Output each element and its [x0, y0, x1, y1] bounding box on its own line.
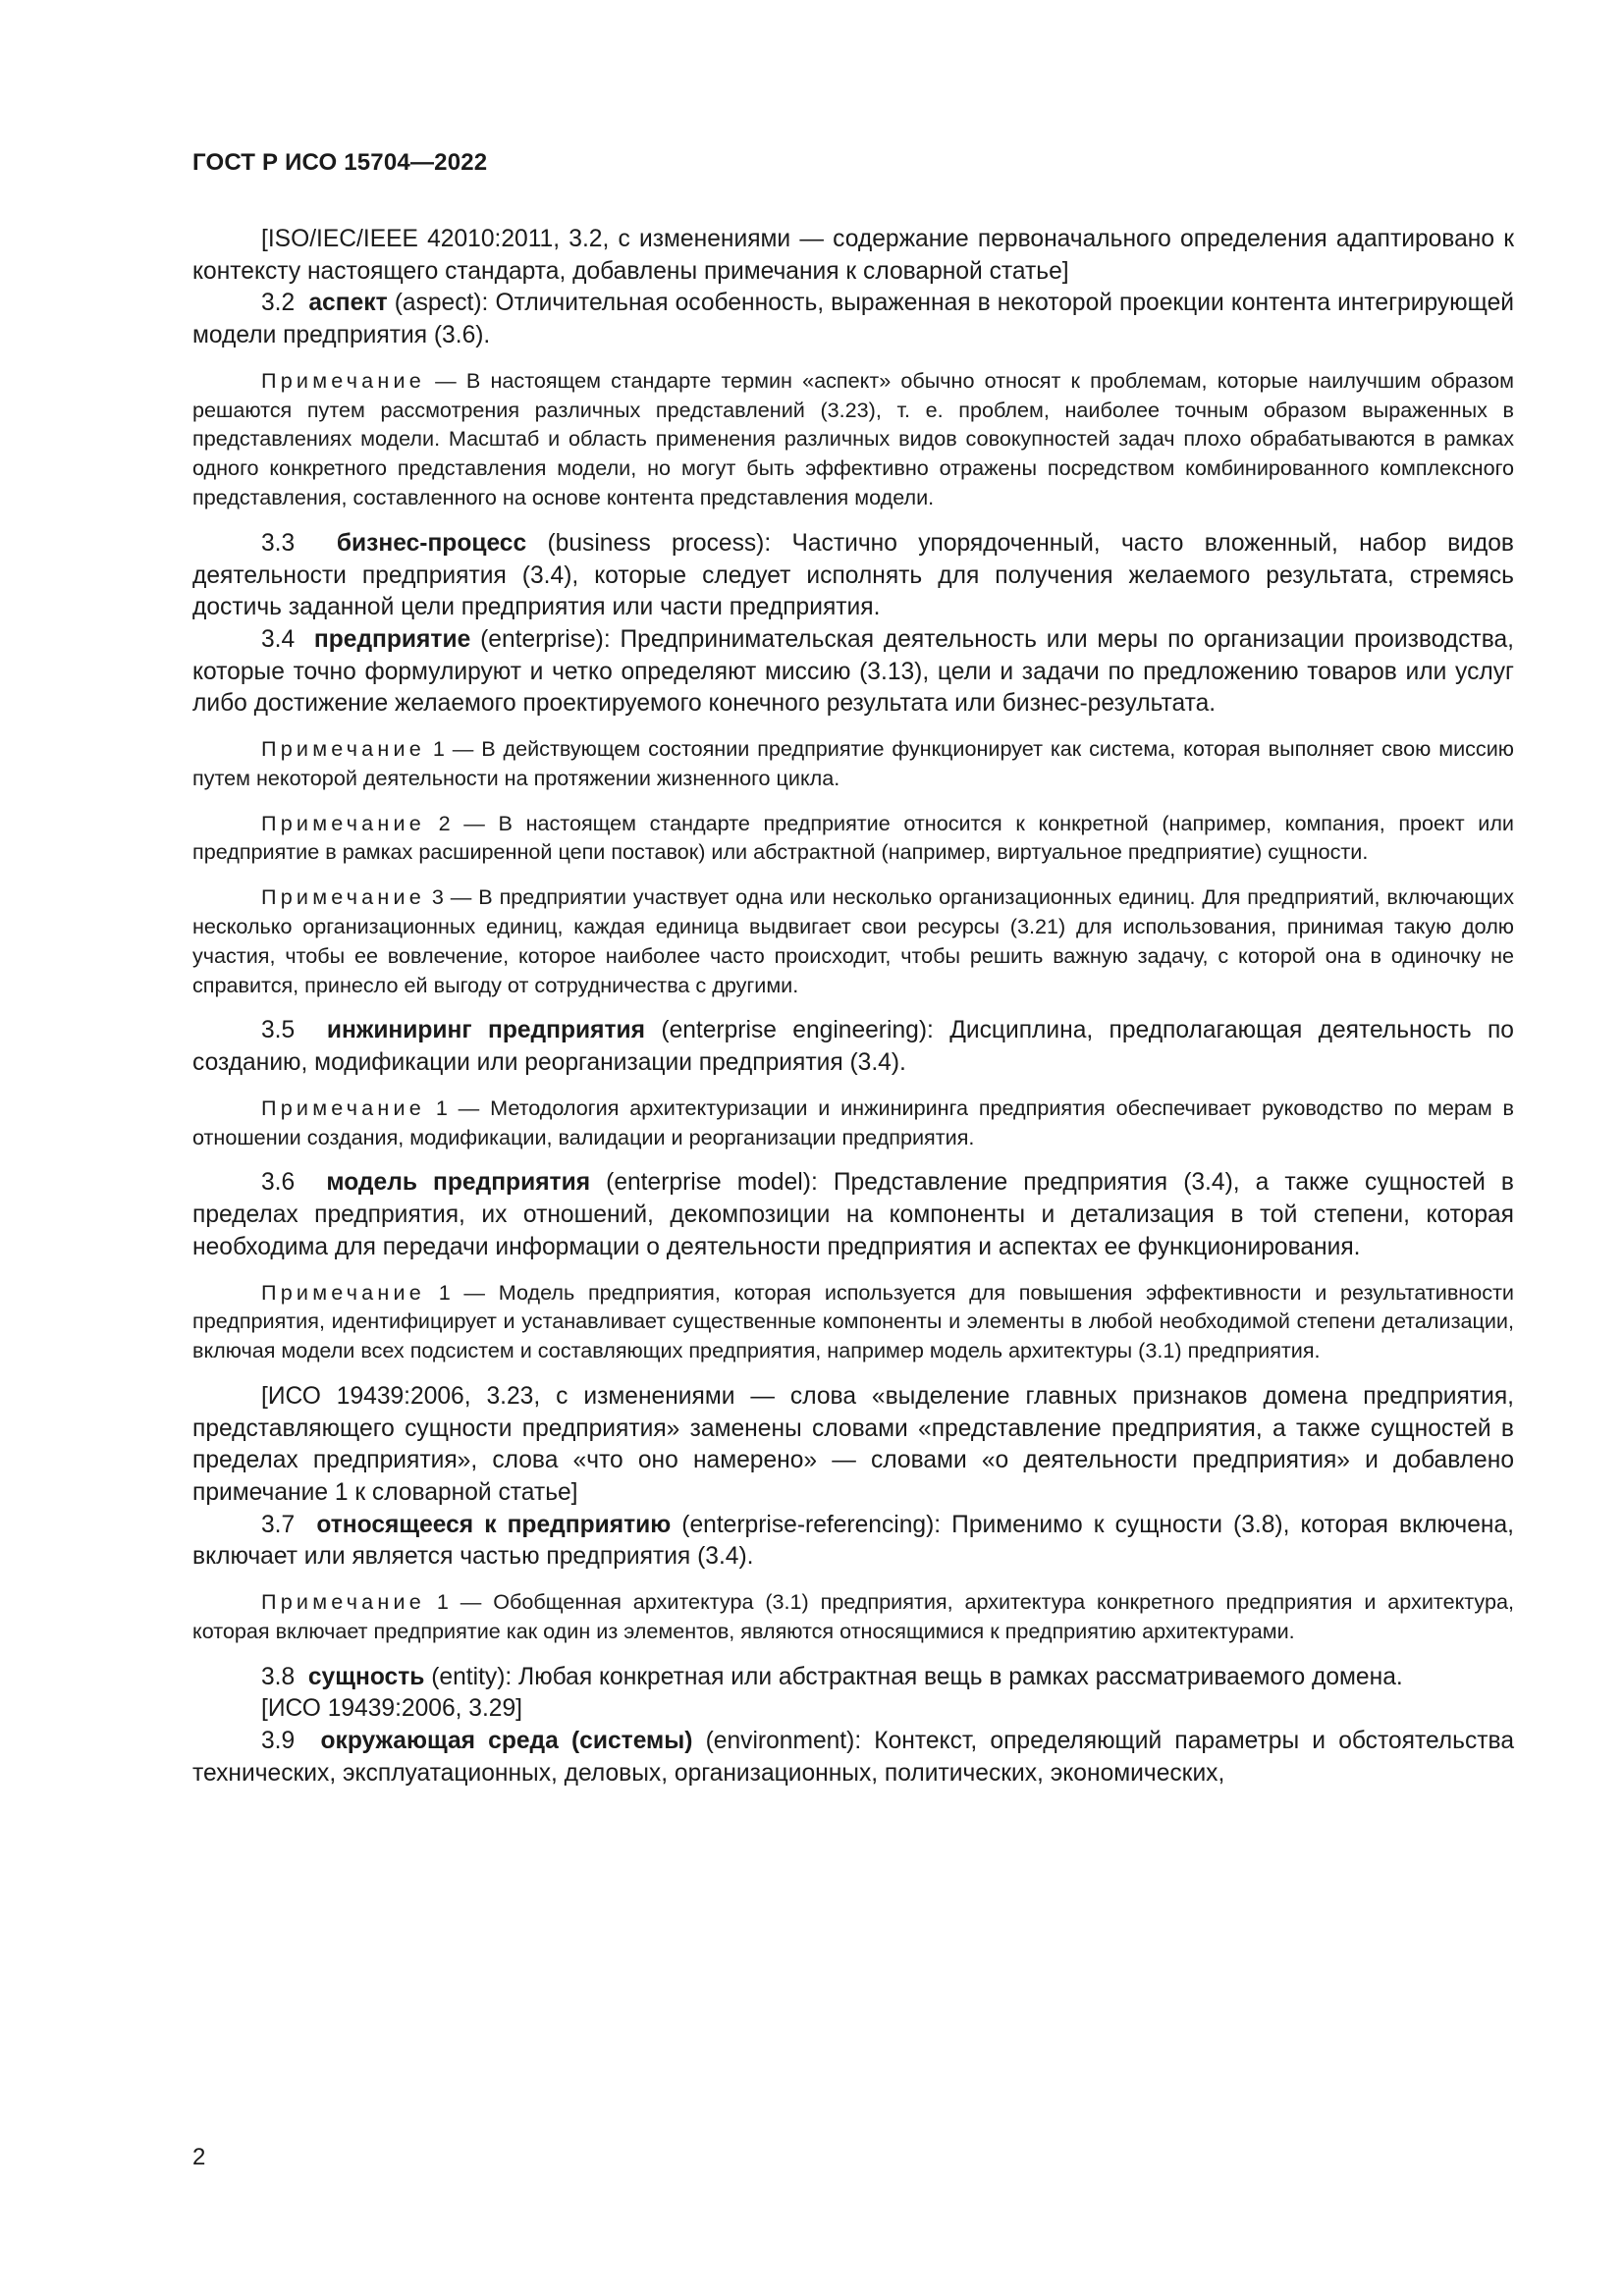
- note-3-5-1: Примечание 1 — Методология архитектуризации и инжиниринга предприятия обеспечивает руководство по мерам в отношении создания, модификации, валидации и реорганизации предприятия.: [192, 1095, 1514, 1149]
- note-3-4-3: Примечание 3 — В предприятии участвует одна или несколько организационных единиц. Для предприятий, включающих несколько организационных единиц, каждая единица выдвигает свои ресурсы (3.21) для использования, принимая такую долю участия, чтобы ее вовлечение, которое наиболее часто происходит, чтобы решить важную задачу, с которой она в одиночку не справится, принесло ей выгоду от сотрудничества с другими.: [192, 884, 1514, 997]
- note-label: Примечание: [261, 810, 425, 835]
- note-3-2: Примечание — В настоящем стандарте термин «аспект» обычно относят к проблемам, которые наилучшим образом решаются путем рассмотрения различных представлений (3.23), т. е. проблем, наиболее точным образом выраженных в представлениях модели. Масштаб и область применения различных видов совокупностей задач плохо обрабатываются в рамках одного конкретного представления модели, но могут быть эффективно отражены посредством комбинированного комплексного представления, составленного на основе контента представления модели.: [192, 367, 1514, 509]
- term-3-2: 3.2 аспект (aspect): Отличительная особенность, выраженная в некоторой проекции контента интегрирующей модели предприятия (3.6).: [192, 290, 1514, 349]
- note-label: Примечание: [261, 736, 425, 762]
- term-name: инжиниринг предприятия: [326, 1017, 646, 1044]
- term-name: относящееся к предприятию: [316, 1511, 672, 1538]
- note-label: Примечание: [261, 367, 425, 393]
- term-name: модель предприятия: [326, 1169, 591, 1197]
- term-name: аспект: [308, 290, 388, 317]
- note-label: Примечание: [261, 884, 425, 910]
- term-3-8: 3.8 сущность (entity): Любая конкретная или абстрактная вещь в рамках рассматриваемого домена.: [261, 1663, 1403, 1690]
- note-3-4-2: Примечание 2 — В настоящем стандарте предприятие относится к конкретной (например, компания, проект или предприятие в рамках расширенной цепи поставок) или абстрактной (например, виртуальное предприятие) сущности.: [192, 810, 1514, 865]
- term-3-7: 3.7 относящееся к предприятию (enterprise-referencing): Применимо к сущности (3.8), которая включена, включает или является частью предприятия (3.4).: [192, 1511, 1514, 1571]
- term-3-6: 3.6 модель предприятия (enterprise model): Представление предприятия (3.4), а также сущностей в пределах предприятия, их отношений, декомпозиции на компоненты и детализация в той степени, которая необходима для передачи информации о деятельности предприятия и аспектах ее функционирования.: [192, 1169, 1514, 1260]
- note-3-7-1: Примечание 1 — Обобщенная архитектура (3.1) предприятия, архитектура конкретного предприятия и архитектура, которая включает предприятие как один из элементов, являются относящимися к предприятию архитектурами.: [192, 1589, 1514, 1643]
- term-3-5: 3.5 инжиниринг предприятия (enterprise engineering): Дисциплина, предполагающая деятельность по созданию, модификации или реорганизации предприятия (3.4).: [192, 1017, 1514, 1077]
- note-label: Примечание: [261, 1279, 425, 1305]
- page-header: ГОСТ Р ИСО 15704—2022: [192, 149, 488, 176]
- page-number: 2: [192, 2144, 206, 2170]
- reference-19439-3-29: [ИСО 19439:2006, 3.29]: [261, 1695, 522, 1723]
- reference-19439-3-23: [ИСО 19439:2006, 3.23, с изменениями — слова «выделение главных признаков домена предприятия, представляющего сущности предприятия» заменены словами «представление предприятия, а также сущностей в пределах предприятия», слова «что оно намерено» — словами «о деятельности предприятия» и добавлено примечание 1 к словарной статье]: [192, 1382, 1514, 1506]
- term-name: окружающая среда (системы): [320, 1728, 693, 1755]
- note-3-4-1: Примечание 1 — В действующем состоянии предприятие функционирует как система, которая выполняет свою миссию путем некоторой деятельности на протяжении жизненного цикла.: [192, 736, 1514, 790]
- note-3-6-1: Примечание 1 — Модель предприятия, которая используется для повышения эффективности и результативности предприятия, идентифицирует и устанавливает существенные компоненты и элементы в любой необходимой степени детализации, включая модели всех подсистем и составляющих предприятия, например модель архитектуры (3.1) предприятия.: [192, 1279, 1514, 1363]
- document-body: [192, 224, 1514, 1790]
- term-name: бизнес-процесс: [336, 529, 527, 557]
- term-3-3: 3.3 бизнес-процесс (business process): Частично упорядоченный, часто вложенный, набор видов деятельности предприятия (3.4), которые следует исполнять для получения желаемого результата, стремясь достичь заданной цели предприятия или части предприятия.: [192, 529, 1514, 621]
- term-name: сущность: [307, 1663, 425, 1690]
- term-3-9: 3.9 окружающая среда (системы) (environment): Контекст, определяющий параметры и обстоятельства технических, эксплуатационных, деловых, организационных, политических, экономических,: [192, 1728, 1515, 1787]
- reference-42010: [ISO/IEC/IEEE 42010:2011, 3.2, с изменениями — содержание первоначального определения адаптировано к контексту настоящего стандарта, добавлены примечания к словарной статье]: [192, 226, 1514, 285]
- term-3-4: 3.4 предприятие (enterprise): Предпринимательская деятельность или меры по организации производства, которые точно формулируют и четко определяют миссию (3.13), цели и задачи по предложению товаров или услуг либо достижение желаемого проектируемого конечного результата или бизнес-результата.: [192, 625, 1514, 718]
- note-label: Примечание: [261, 1589, 425, 1615]
- term-name: предприятие: [313, 625, 471, 653]
- note-label: Примечание: [261, 1095, 425, 1120]
